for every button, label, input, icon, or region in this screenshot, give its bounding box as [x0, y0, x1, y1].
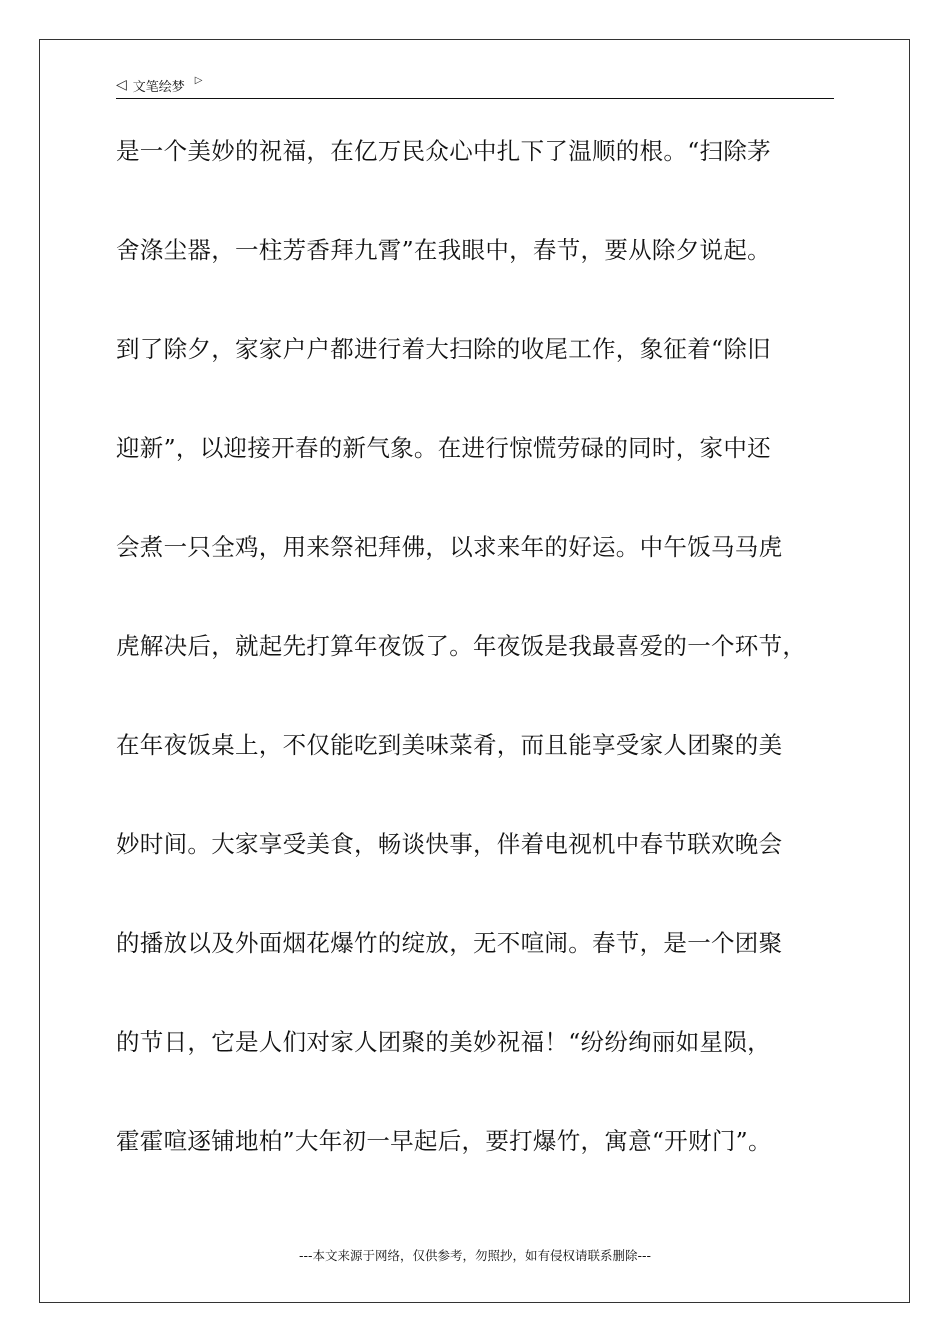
body-line: 霍霍喧逐铺地柏”大年初一早起后，要打爆竹，寓意“开财门”。 — [116, 1127, 772, 1155]
body-line: 到了除夕，家家户户都进行着大扫除的收尾工作，象征着“除旧 — [116, 335, 771, 363]
header-title: 文笔绘梦 — [132, 79, 185, 95]
triangle-left-icon: ◁ — [116, 77, 127, 93]
body-line: 是一个美妙的祝福，在亿万民众心中扎下了温顺的根。“扫除茅 — [116, 137, 771, 165]
body-line: 妙时间。大家享受美食，畅谈快事，伴着电视机中春节联欢晚会 — [116, 830, 783, 858]
page-header — [116, 72, 834, 99]
body-line: 迎新”，以迎接开春的新气象。在进行惊慌劳碌的同时，家中还 — [116, 434, 771, 462]
footer-notice: ---本文来源于网络，仅供参考，勿照抄，如有侵权请联系删除--- — [298, 1248, 652, 1263]
body-line: 会煮一只全鸡，用来祭祀拜佛，以求来年的好运。中午饭马马虎 — [116, 533, 783, 561]
body-line: 的播放以及外面烟花爆竹的绽放，无不喧闹。春节，是一个团聚 — [116, 929, 783, 957]
body-line: 在年夜饭桌上，不仅能吃到美味菜肴，而且能享受家人团聚的美 — [116, 731, 783, 759]
body-line: 舍涤尘器，一柱芳香拜九霄”在我眼中，春节，要从除夕说起。 — [116, 236, 771, 264]
document-body — [116, 125, 856, 1214]
triangle-right-icon: ▷ — [194, 75, 203, 86]
body-line: 虎解决后，就起先打算年夜饭了。年夜饭是我最喜爱的一个环节， — [116, 632, 807, 660]
body-line: 的节日，它是人们对家人团聚的美妙祝福！“纷纷绚丽如星陨， — [116, 1028, 771, 1056]
